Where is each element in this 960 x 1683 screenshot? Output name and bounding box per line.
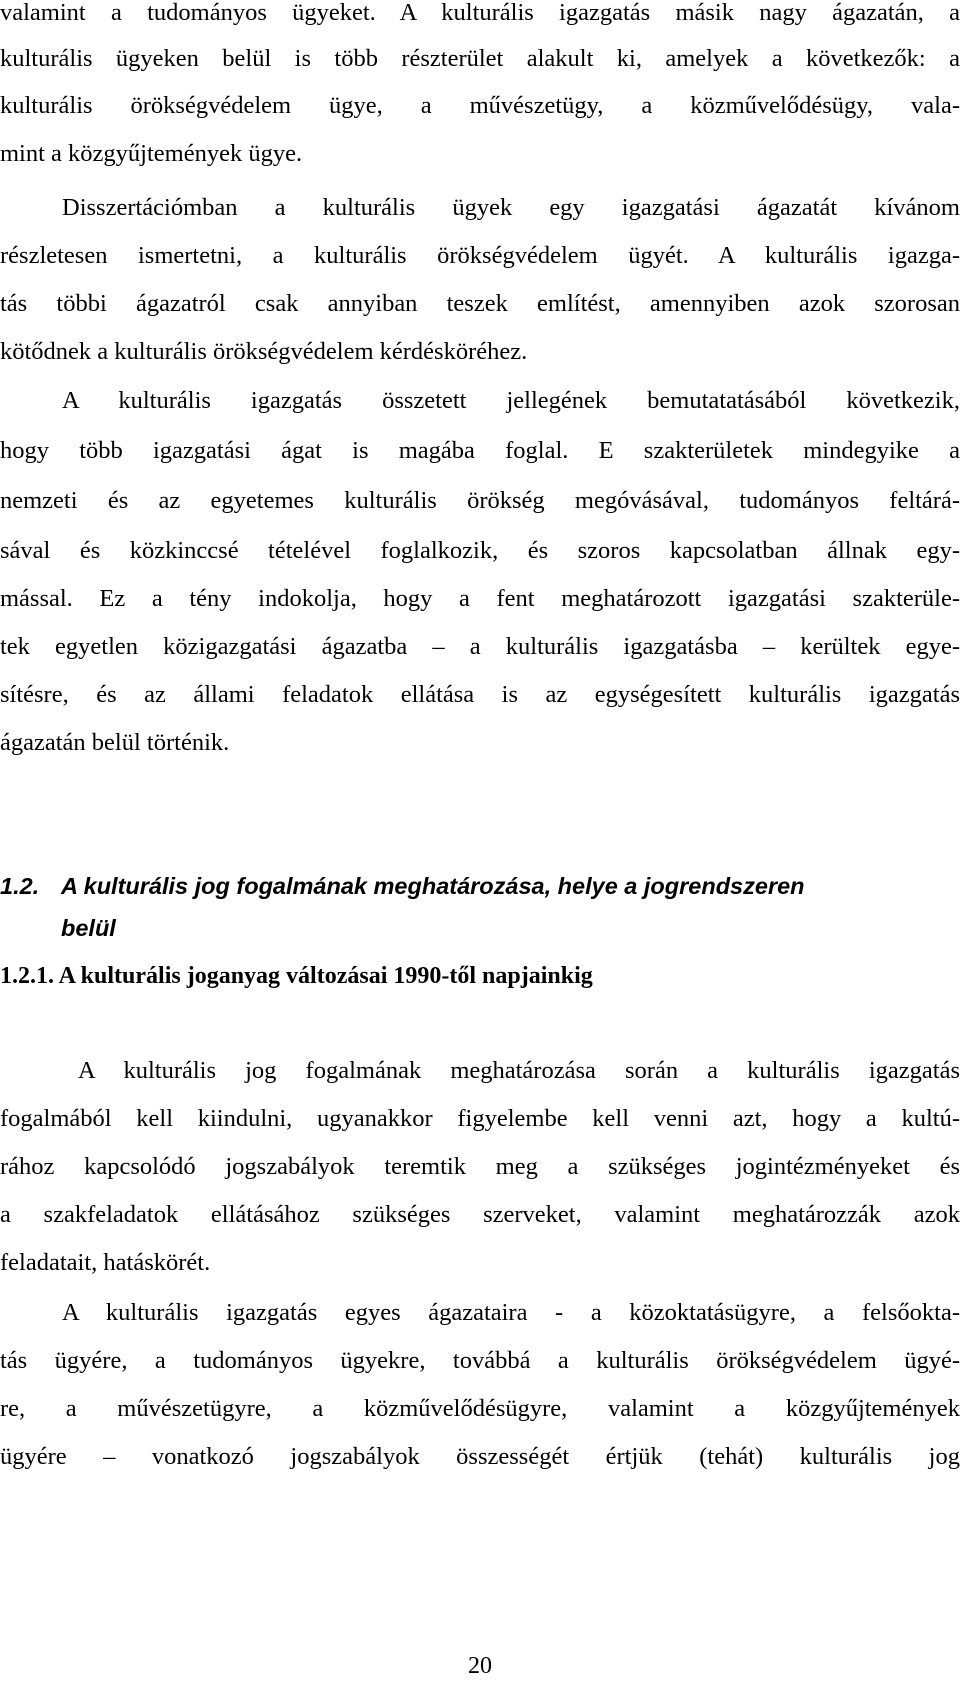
text-line: tás ügyére, a tudományos ügyekre, továbbá a kulturális örökségvédelem ügyé-	[0, 1347, 960, 1374]
text-line: A kulturális igazgatás összetett jellegének bemutatatásából következik,	[62, 387, 960, 414]
text-line: A kulturális jog fogalmának meghatározása során a kulturális igazgatás	[78, 1057, 960, 1084]
section-title-line-2: belül	[61, 915, 116, 941]
text-line: A kulturális igazgatás egyes ágazataira - a közoktatásügyre, a felsőokta-	[62, 1299, 960, 1326]
text-line: feladatait, hatáskörét.	[0, 1249, 211, 1276]
text-line: sítésre, és az állami feladatok ellátása is az egységesített kulturális igazgatás	[0, 681, 960, 708]
text-line: mint a közgyűjtemények ügye.	[0, 140, 303, 167]
text-line: ágazatán belül történik.	[0, 729, 230, 756]
text-line: Disszertációmban a kulturális ügyek egy igazgatási ágazatát kívánom	[62, 194, 960, 221]
section-title-line-1: A kulturális jog fogalmának meghatározása, helye a jogrendszeren	[61, 873, 805, 899]
text-line: kulturális örökségvédelem ügye, a művészetügy, a közművelődésügy, vala-	[0, 92, 960, 119]
text-line: mással. Ez a tény indokolja, hogy a fent meghatározott igazgatási szakterüle-	[0, 585, 960, 612]
text-line: sával és közkinccsé tételével foglalkozik, és szoros kapcsolatban állnak egy-	[0, 537, 960, 564]
text-line: re, a művészetügyre, a közművelődésügyre, valamint a közgyűjtemények	[0, 1395, 960, 1422]
text-line: a szakfeladatok ellátásához szükséges szerveket, valamint meghatározzák azok	[0, 1201, 960, 1228]
text-line: kulturális ügyeken belül is több részterület alakult ki, amelyek a következők: a	[0, 45, 960, 72]
text-line: hogy több igazgatási ágat is magába foglal. E szakterületek mindegyike a	[0, 437, 960, 464]
text-line: kötődnek a kulturális örökségvédelem kérdésköréhez.	[0, 338, 528, 365]
text-line: tek egyetlen közigazgatási ágazatba – a kulturális igazgatásba – kerültek egye-	[0, 633, 960, 660]
subsection-heading: 1.2.1. A kulturális joganyag változásai 1990-től napjainkig	[0, 963, 593, 989]
page-number: 20	[468, 1653, 492, 1679]
text-line: valamint a tudományos ügyeket. A kulturális igazgatás másik nagy ágazatán, a	[0, 0, 960, 26]
text-line: tás többi ágazatról csak annyiban teszek említést, amennyiben azok szorosan	[0, 290, 960, 317]
text-line: részletesen ismertetni, a kulturális örökségvédelem ügyét. A kulturális igazga-	[0, 242, 960, 269]
text-line: rához kapcsolódó jogszabályok teremtik meg a szükséges jogintézményeket és	[0, 1153, 960, 1180]
section-number: 1.2.	[0, 873, 40, 899]
text-line: ügyére – vonatkozó jogszabályok összességét értjük (tehát) kulturális jog	[0, 1443, 960, 1470]
text-line: fogalmából kell kiindulni, ugyanakkor figyelembe kell venni azt, hogy a kultú-	[0, 1105, 960, 1132]
text-line: nemzeti és az egyetemes kulturális örökség megóvásával, tudományos feltárá-	[0, 487, 960, 514]
